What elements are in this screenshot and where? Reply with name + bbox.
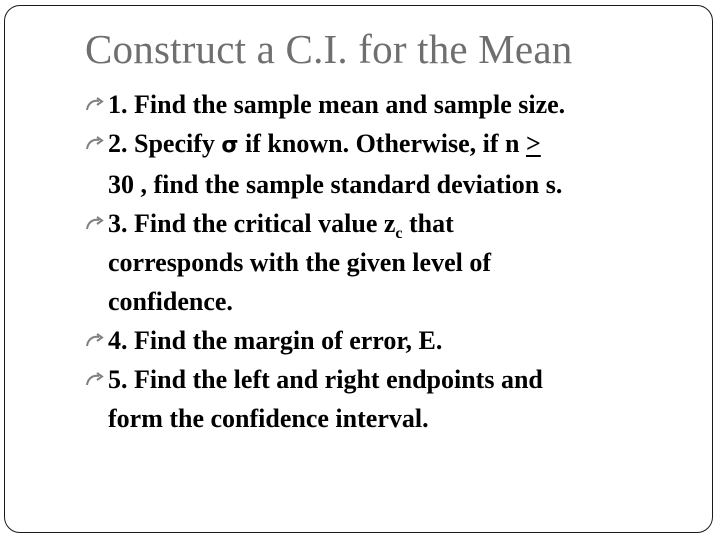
step-1 — [85, 85, 705, 124]
step-2-part-a: 2. Specify — [108, 129, 222, 158]
subscript-c: c — [395, 225, 403, 242]
step-3-continuation-2: confidence. — [108, 287, 233, 316]
step-1-text: 1. Find the sample mean and sample size. — [108, 90, 566, 119]
step-2-part-b: if known. Otherwise, if n — [238, 129, 526, 158]
step-5-text: 5. Find the left and right endpoints and — [108, 365, 543, 394]
step-2-text — [108, 129, 541, 158]
step-3-part-a: 3. Find the critical value z — [108, 209, 396, 238]
curved-arrow-icon — [85, 97, 104, 112]
curved-arrow-icon — [85, 333, 104, 348]
curved-arrow-icon — [85, 136, 104, 151]
step-5-continuation: form the confidence interval. — [108, 404, 429, 433]
step-5 — [85, 360, 705, 438]
step-2 — [85, 124, 705, 204]
slide-frame — [4, 5, 713, 533]
step-3 — [85, 204, 705, 321]
curved-arrow-icon — [85, 372, 104, 387]
sigma-symbol: σ — [221, 133, 239, 158]
step-2-continuation: 30 , find the sample standard deviation s. — [108, 170, 563, 199]
curved-arrow-icon — [85, 216, 104, 231]
step-3-part-b: that — [402, 209, 454, 238]
step-4 — [85, 321, 705, 360]
step-4-text: 4. Find the margin of error, E. — [108, 326, 443, 355]
geq-symbol: > — [526, 129, 541, 158]
step-3-continuation-1: corresponds with the given level of — [108, 248, 491, 277]
step-list — [85, 85, 705, 438]
slide-title: Construct a C.I. for the Mean — [85, 26, 573, 72]
step-3-text — [108, 209, 454, 242]
